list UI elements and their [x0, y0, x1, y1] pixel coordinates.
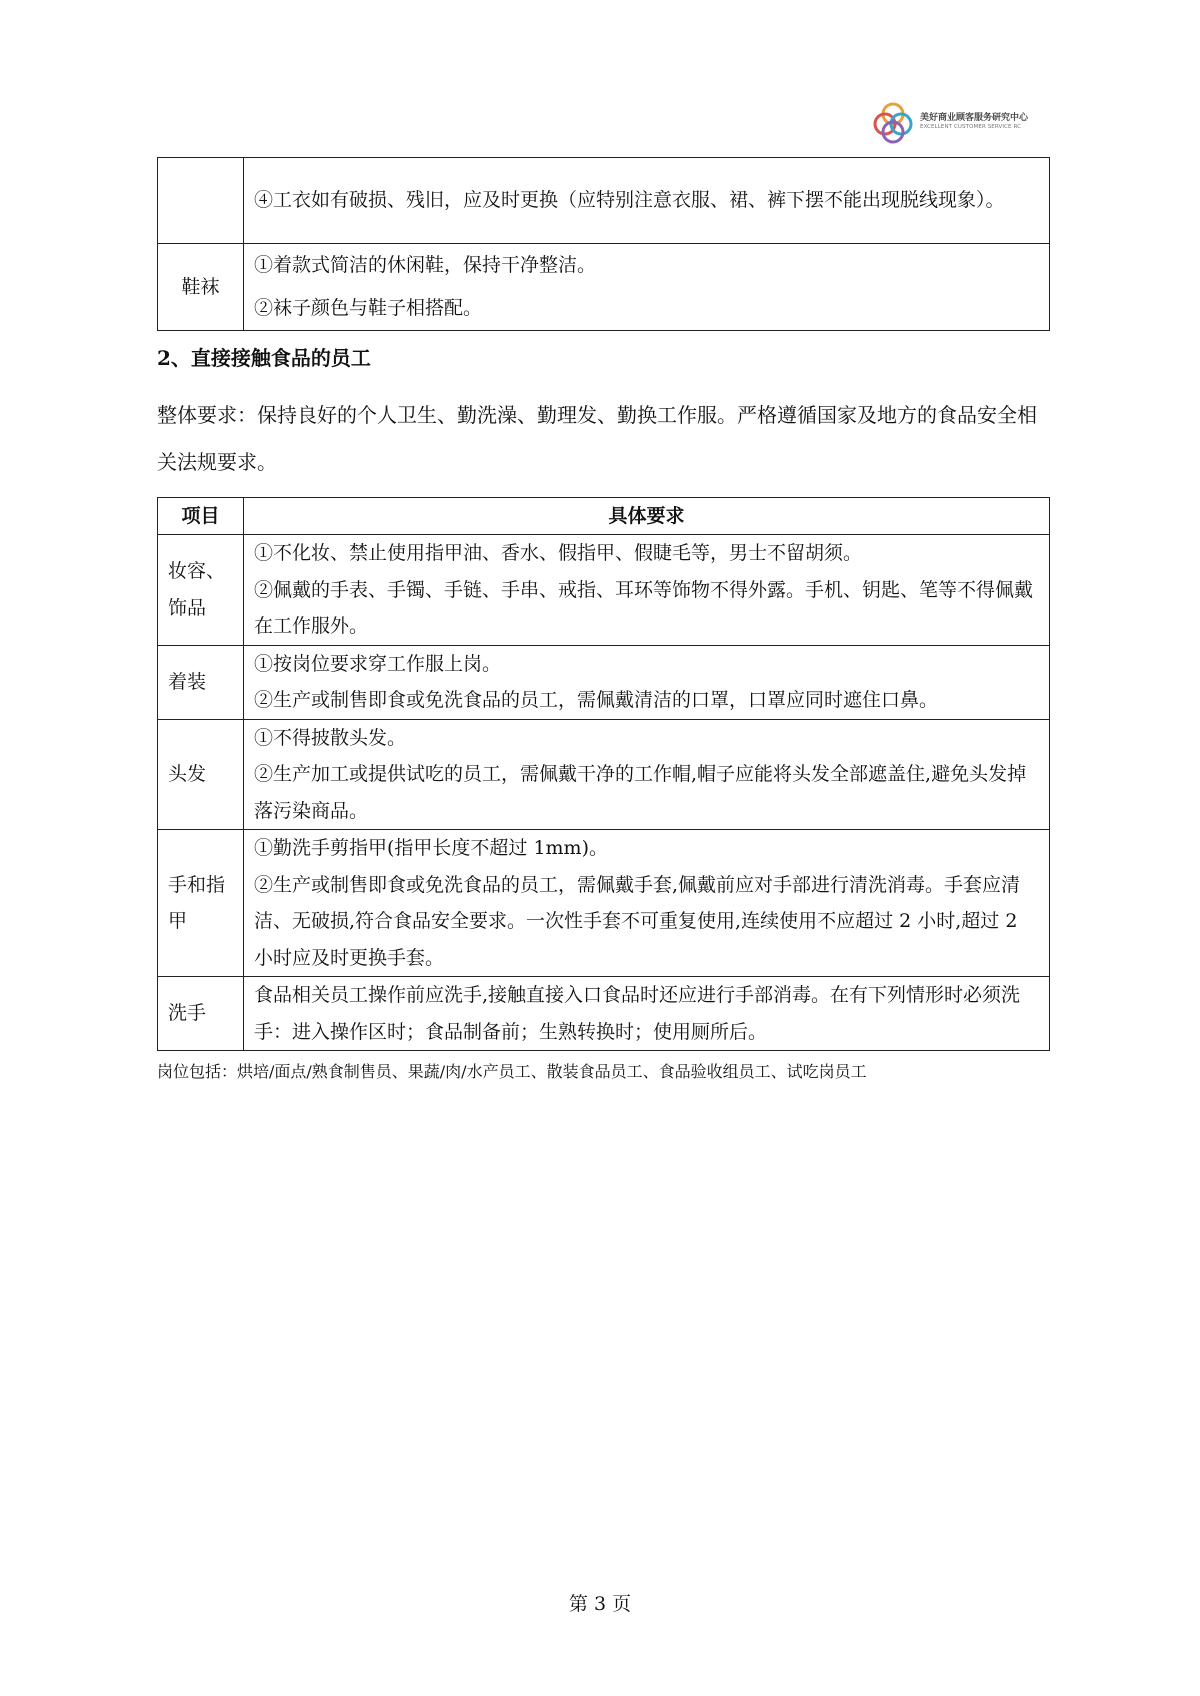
requirement-cell — [244, 244, 1050, 331]
item-cell: 头发 — [158, 719, 244, 830]
table-row — [158, 535, 1050, 646]
table-row — [158, 158, 1050, 244]
requirement-cell — [244, 645, 1050, 719]
item-cell — [158, 158, 244, 244]
column-header-item: 项目 — [158, 498, 244, 535]
requirement-line: ④工衣如有破损、残旧，应及时更换（应特别注意衣服、裙、裤下摆不能出现脱线现象）。 — [254, 189, 1005, 211]
requirement-line: ①按岗位要求穿工作服上岗。 — [254, 652, 502, 675]
requirement-cell — [244, 977, 1050, 1051]
item-cell: 鞋袜 — [158, 244, 244, 331]
item-cell: 手和指甲 — [158, 830, 244, 977]
item-cell: 洗手 — [158, 977, 244, 1051]
table-row — [158, 830, 1050, 977]
requirement-line: ①着款式简洁的休闲鞋，保持干净整洁。 — [254, 254, 597, 276]
requirement-line: ①勤洗手剪指甲(指甲长度不超过 1mm)。 — [254, 837, 608, 859]
table-row — [158, 244, 1050, 331]
section-heading: 2、直接接触食品的员工 — [157, 346, 371, 370]
item-cell: 妆容、饰品 — [158, 535, 244, 646]
food-contact-staff-table — [157, 497, 1050, 1051]
requirement-cell — [244, 719, 1050, 830]
column-header-requirement: 具体要求 — [244, 498, 1050, 535]
table-header-row — [158, 498, 1050, 535]
requirement-line: ①不得披散头发。 — [254, 726, 407, 749]
requirement-cell — [244, 535, 1050, 646]
table-row — [158, 645, 1050, 719]
header-logo — [870, 98, 1060, 146]
overall-requirement-paragraph: 整体要求：保持良好的个人卫生、勤洗澡、勤理发、勤换工作服。严格遵循国家及地方的食品安全相关法规要求。 — [157, 403, 1037, 474]
page-number: 第 3 页 — [568, 1593, 632, 1615]
requirement-line: ②佩戴的手表、手镯、手链、手串、戒指、耳环等饰物不得外露。手机、钥匙、笔等不得佩戴在工作服外。 — [254, 578, 1034, 637]
logo-knot-icon — [870, 99, 916, 145]
item-cell: 着装 — [158, 645, 244, 719]
dress-code-table-continued — [157, 157, 1050, 331]
logo-cn-text: 美好商业顾客服务研究中心 — [920, 113, 1029, 124]
table-row — [158, 977, 1050, 1051]
requirement-cell — [244, 158, 1050, 244]
requirement-line: ②生产加工或提供试吃的员工，需佩戴干净的工作帽,帽子应能将头发全部遮盖住,避免头发掉落污染商品。 — [254, 763, 1027, 822]
table-row — [158, 719, 1050, 830]
requirement-cell — [244, 830, 1050, 977]
requirement-line: ①不化妆、禁止使用指甲油、香水、假指甲、假睫毛等，男士不留胡须。 — [254, 542, 863, 564]
requirement-line: ②生产或制售即食或免洗食品的员工，需佩戴手套,佩戴前应对手部进行清洗消毒。手套应清洁、无破损,符合食品安全要求。一次性手套不可重复使用,连续使用不应超过 2 小时,超过 2 小时应及时更换手套。 — [254, 873, 1021, 969]
requirement-line: 食品相关员工操作前应洗手,接触直接入口食品时还应进行手部消毒。在有下列情形时必须洗手：进入操作区时；食品制备前；生熟转换时；使用厕所后。 — [254, 984, 1021, 1043]
requirement-line: ②袜子颜色与鞋子相搭配。 — [254, 297, 483, 319]
requirement-line: ②生产或制售即食或免洗食品的员工，需佩戴清洁的口罩，口罩应同时遮住口鼻。 — [254, 689, 939, 711]
position-note: 岗位包括：烘培/面点/熟食制售员、果蔬/肉/水产员工、散装食品员工、食品验收组员工、试吃岗员工 — [157, 1062, 867, 1081]
logo-en-text: EXCELLENT CUSTOMER SERVICE RC — [920, 123, 1022, 130]
